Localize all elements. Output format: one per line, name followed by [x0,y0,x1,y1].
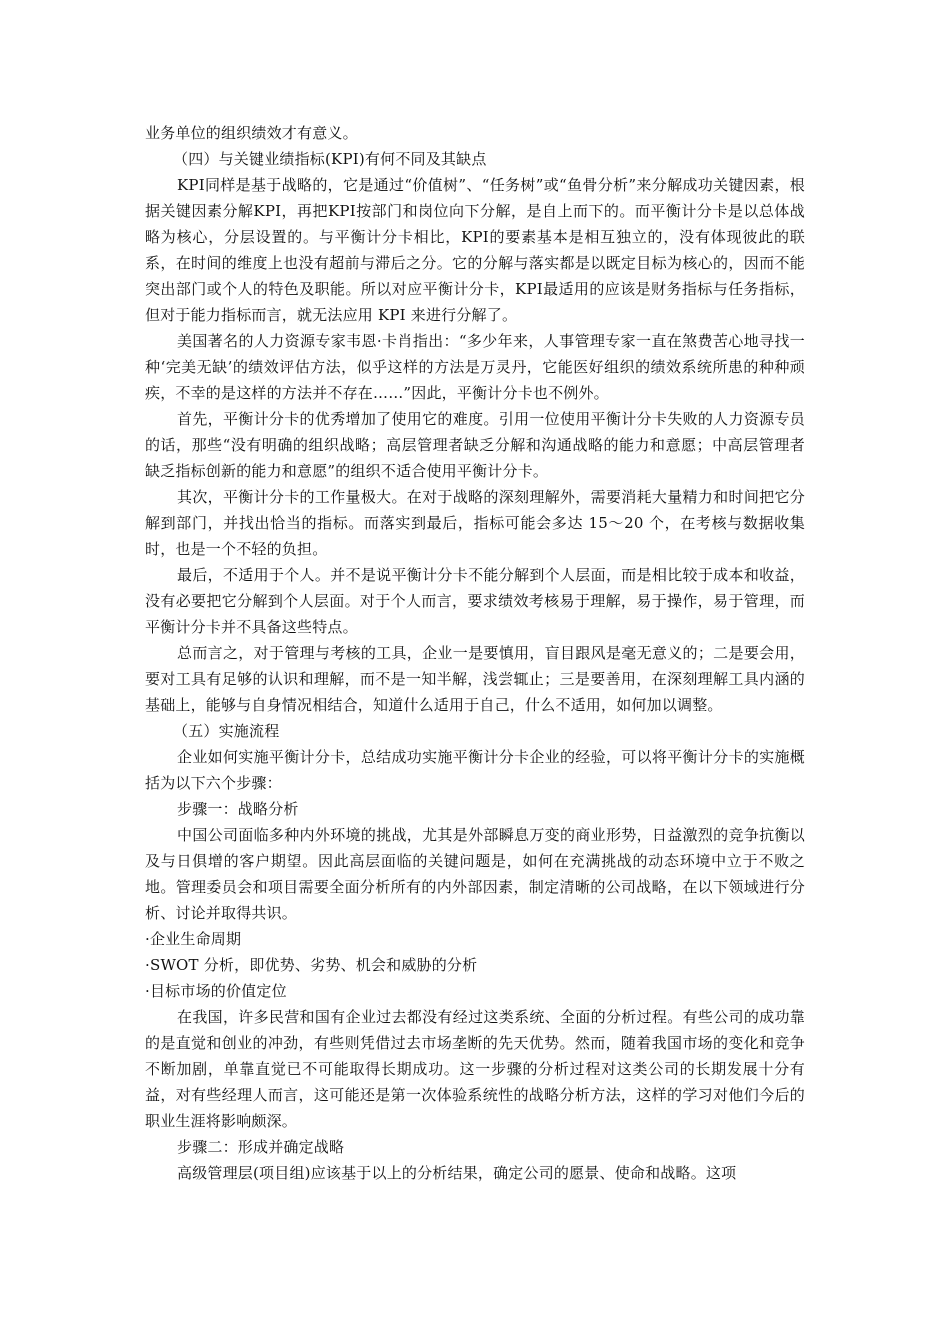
step-heading-strategy-analysis: 步骤一：战略分析 [177,800,299,818]
step-heading-form-strategy: 步骤二：形成并确定战略 [177,1138,345,1156]
paragraph-implementation-intro: 企业如何实施平衡计分卡，总结成功实施平衡计分卡企业的经验，可以将平衡计分卡的实施概括为以下六个步骤： [145,748,805,792]
paragraph-form-strategy: 高级管理层(项目组)应该基于以上的分析结果，确定公司的愿景、使命和战略。这项 [177,1164,737,1182]
section-heading-kpi-difference: （四）与关键业绩指标(KPI)有何不同及其缺点 [173,150,487,168]
paragraph-kpi: KPI同样是基于战略的，它是通过“价值树”、“任务树”或“鱼骨分析”来分解成功关键因素，根据关键因素分解KPI，再把KPI按部门和岗位向下分解，是自上而下的。而平衡计分卡是以总体战略为核心，分层设置的。与平衡计分卡相比，KPI的要素基本是相互独立的，没有体现彼此的联系，在时间的维度上也没有超前与滞后之分。它的分解与落实都是以既定目标为核心的，因而不能突出部门或个人的特色及职能。所以对应平衡计分卡，KPI最适用的应该是财务指标与任务指标，但对于能力指标而言，就无法应用 KPI 来进行分解了。 [145,176,805,324]
bullet-item-value-positioning: ·目标市场的价值定位 [145,982,287,1000]
paragraph-summary: 总而言之，对于管理与考核的工具，企业一是要慎用，盲目跟风是毫无意义的；二是要会用，要对工具有足够的认识和理解，而不是一知半解，浅尝辄止；三是要善用，在深刻理解工具内涵的基础上，能够与自身情况相结合，知道什么适用于自己，什么不适用，如何加以调整。 [145,644,805,714]
document-page [145,120,805,1186]
paragraph-continuation: 业务单位的组织绩效才有意义。 [145,124,358,142]
bullet-item-swot: ·SWOT 分析，即优势、劣势、机会和威胁的分析 [145,956,478,974]
bullet-item-life-cycle: ·企业生命周期 [145,930,242,948]
paragraph-third-drawback: 最后，不适用于个人。并不是说平衡计分卡不能分解到个人层面，而是相比较于成本和收益，没有必要把它分解到个人层面。对于个人而言，要求绩效考核易于理解，易于操作，易于管理，而平衡计分卡并不具备这些特点。 [145,566,805,636]
paragraph-cascio-quote: 美国著名的人力资源专家韦恩·卡肖指出：“多少年来，人事管理专家一直在煞费苦心地寻找一种‘完美无缺’的绩效评估方法，似乎这样的方法是万灵丹，它能医好组织的绩效系统所患的种种顽疾，不幸的是这样的方法并不存在……”因此，平衡计分卡也不例外。 [145,332,805,402]
paragraph-china-context: 在我国，许多民营和国有企业过去都没有经过这类系统、全面的分析过程。有些公司的成功靠的是直觉和创业的冲劲，有些则凭借过去市场垄断的先天优势。然而，随着我国市场的变化和竞争不断加剧，单靠直觉已不可能取得长期成功。这一步骤的分析过程对这类公司的长期发展十分有益，对有些经理人而言，这可能还是第一次体验系统性的战略分析方法，这样的学习对他们今后的职业生涯将影响颇深。 [145,1008,805,1130]
paragraph-second-drawback: 其次，平衡计分卡的工作量极大。在对于战略的深刻理解外，需要消耗大量精力和时间把它分解到部门，并找出恰当的指标。而落实到最后，指标可能会多达 15～20 个，在考核与数据收集时，也是一个不轻的负担。 [145,488,805,558]
section-heading-implementation: （五）实施流程 [173,722,280,740]
paragraph-strategy-analysis: 中国公司面临多种内外环境的挑战，尤其是外部瞬息万变的商业形势，日益激烈的竞争抗衡以及与日俱增的客户期望。因此高层面临的关键问题是，如何在充满挑战的动态环境中立于不败之地。管理委员会和项目需要全面分析所有的内外部因素，制定清晰的公司战略，在以下领域进行分析、讨论并取得共识。 [145,826,805,922]
paragraph-first-drawback: 首先，平衡计分卡的优秀增加了使用它的难度。引用一位使用平衡计分卡失败的人力资源专员的话，那些“没有明确的组织战略；高层管理者缺乏分解和沟通战略的能力和意愿；中高层管理者缺乏指标创新的能力和意愿”的组织不适合使用平衡计分卡。 [145,410,805,480]
